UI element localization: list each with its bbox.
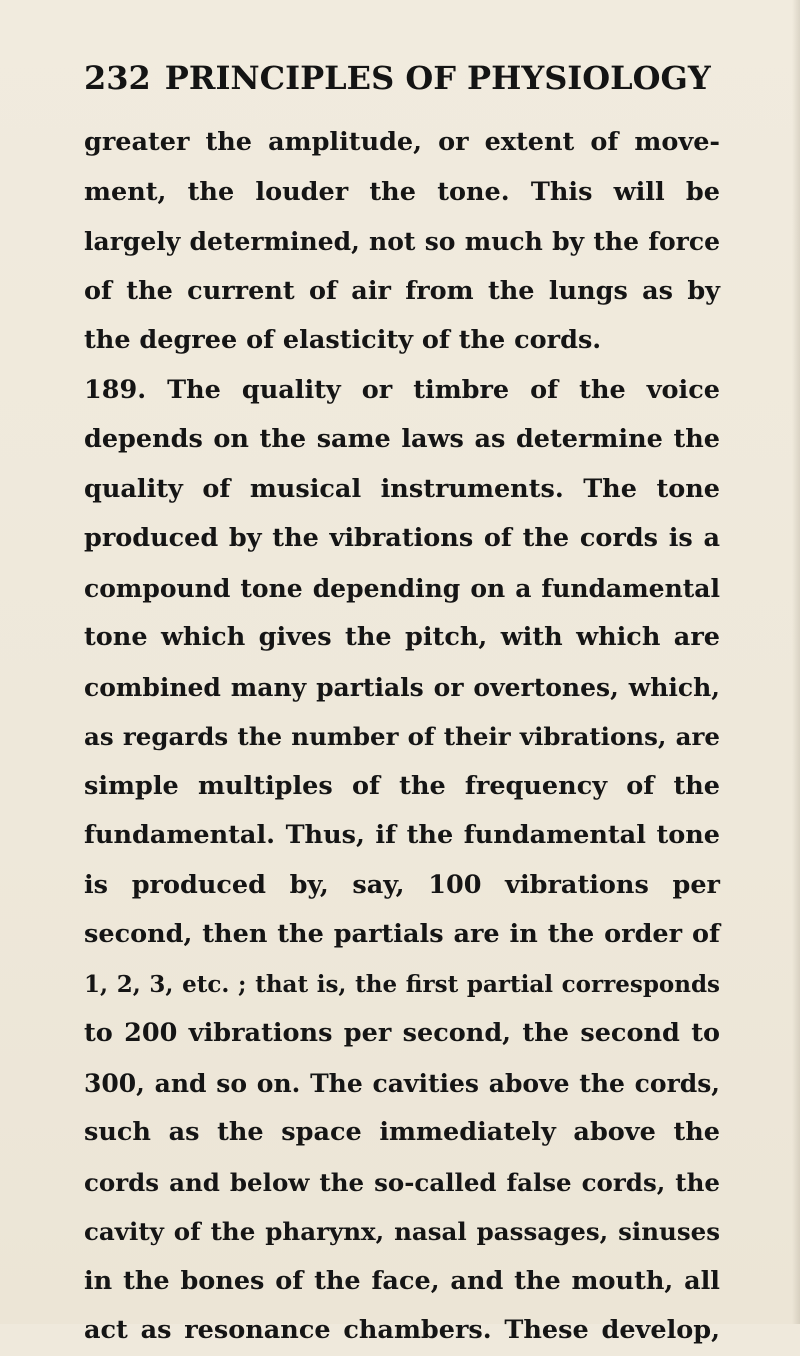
text-line: cords and below the so-called false cords, the (84, 1167, 720, 1197)
running-title: PRINCIPLES OF PHYSIOLOGY (164, 59, 711, 97)
text-line: as regards the number of their vibrations, are (84, 722, 720, 751)
text-line: tone which gives the pitch, with which are (84, 622, 720, 652)
paragraph-start-line: 189. The quality or timbre of the voice (84, 374, 720, 405)
text-line: simple multiples of the frequency of the (84, 770, 720, 801)
text-line: combined many partials or overtones, which, (84, 672, 720, 702)
running-header (84, 58, 720, 98)
text-line: of the current of air from the lungs as by (84, 275, 720, 306)
text-line: is produced by, say, 100 vibrations per (84, 869, 720, 900)
text-line: to 200 vibrations per second, the second to (84, 1018, 720, 1048)
text-line: ment, the louder the tone. This will be (84, 176, 720, 207)
text-line: cavity of the pharynx, nasal passages, sinuses (84, 1217, 720, 1246)
text-line: fundamental. Thus, if the fundamental tone (84, 820, 720, 850)
text-line: second, then the partials are in the order of (84, 919, 720, 949)
text-line: depends on the same laws as determine the (84, 424, 720, 454)
text-line: compound tone depending on a fundamental (84, 573, 720, 603)
page-number: 232 (84, 59, 151, 97)
text-line: greater the amplitude, or extent of move- (84, 127, 720, 157)
text-line: in the bones of the face, and the mouth, all (84, 1265, 720, 1296)
text-line: 1, 2, 3, etc. ; that is, the first partial corresponds (84, 970, 720, 998)
text-line: act as resonance chambers. These develop, (84, 1315, 720, 1345)
text-line: 300, and so on. The cavities above the cords, (84, 1068, 720, 1098)
text-line: such as the space immediately above the (84, 1117, 720, 1147)
text-line: largely determined, not so much by the force (84, 227, 720, 256)
text-line: the degree of elasticity of the cords. (84, 325, 602, 355)
text-line: quality of musical instruments. The tone (84, 473, 720, 504)
page-edge-shadow (792, 0, 800, 1324)
body-text (84, 118, 720, 1356)
text-line: produced by the vibrations of the cords is a (84, 523, 720, 553)
